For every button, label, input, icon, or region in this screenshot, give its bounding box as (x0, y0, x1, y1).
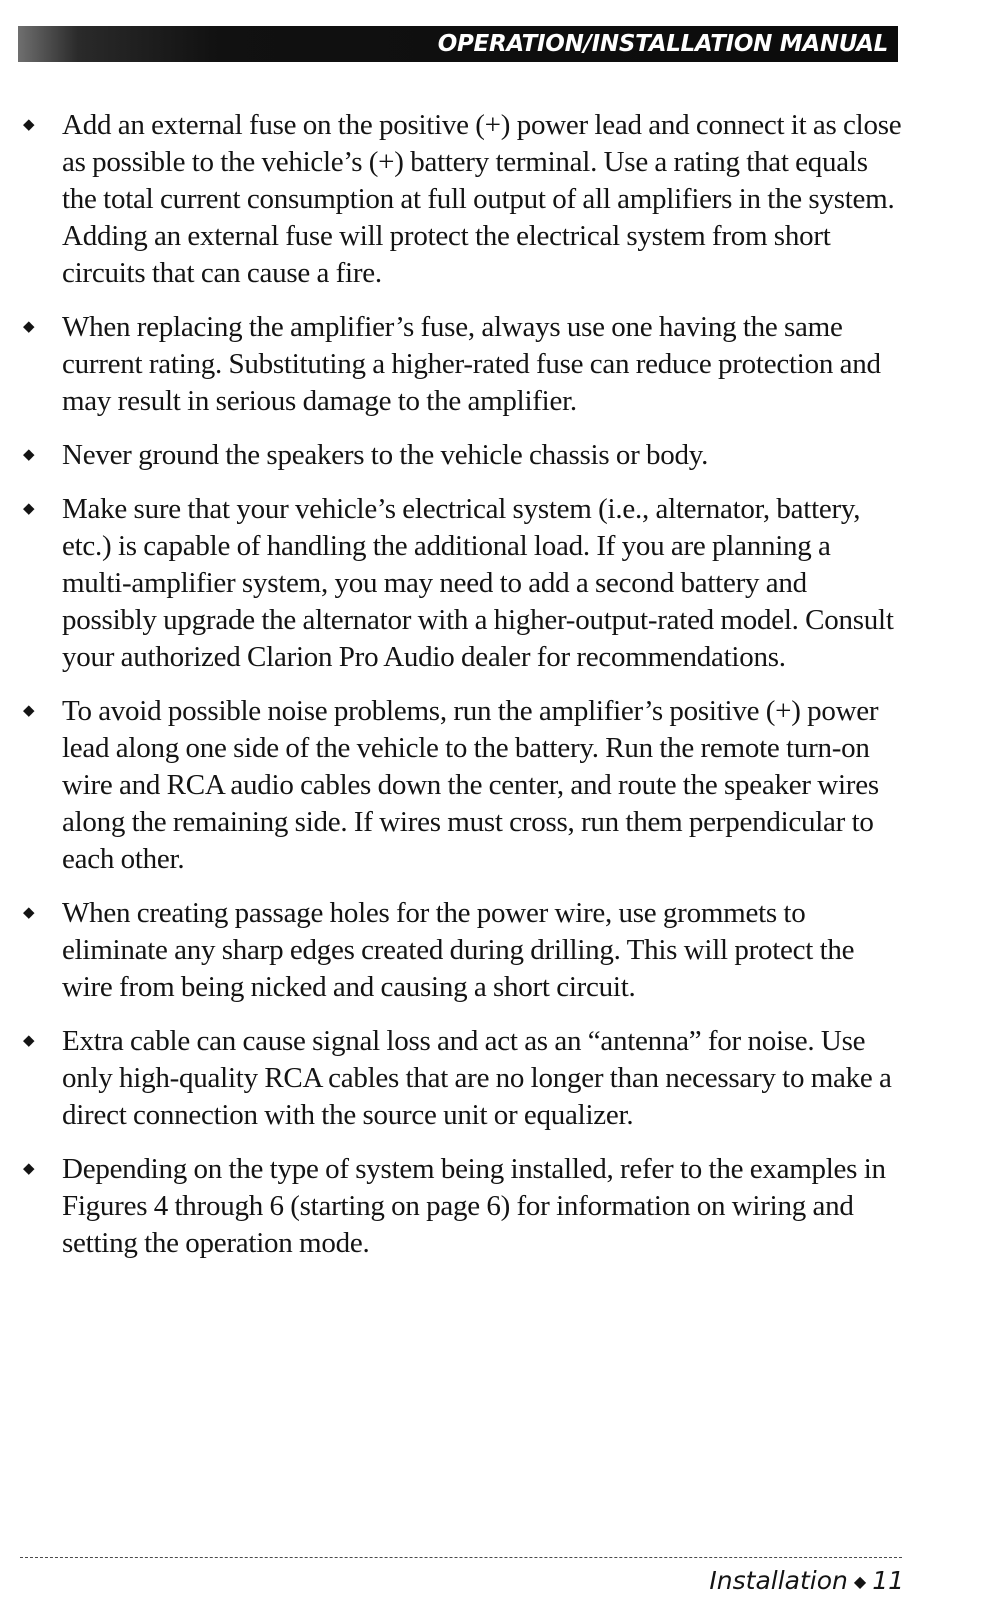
bullet-text-electrical-load: Make sure that your vehicle’s electrical system (i.e., alternator, battery, etc.) is capable of handling the additional load. If you are planning a multi-amplifier system, you may need to add a second battery and possibly upgrade the alternator with a higher-output-rated model. Consult your authorized Clarion Pro Audio dealer for recommendations. (62, 493, 894, 673)
bullet-text-external-fuse: Add an external fuse on the positive (+) power lead and connect it as close as possible to the vehicle’s (+) battery terminal. Use a rating that equals the total current consumption at full output of all amplifiers in the system. Adding an external fuse will protect the electrical system from short circuits that can cause a fire. (62, 109, 902, 289)
diamond-bullet-icon: ◆ (23, 319, 35, 335)
list-item (20, 693, 905, 878)
list-item (20, 309, 905, 420)
bullet-text-replacing-fuse: When replacing the amplifier’s fuse, always use one having the same current rating. Substituting a higher-rated fuse can reduce protection and may result in serious damage to the amplifier. (62, 311, 881, 417)
bullet-list (20, 107, 905, 1279)
bullet-text-grommets: When creating passage holes for the power wire, use grommets to eliminate any sharp edges created during drilling. This will protect the wire from being nicked and causing a short circuit. (62, 897, 855, 1003)
footer-section-name: Installation (709, 1566, 848, 1595)
list-item (20, 1151, 905, 1262)
bullet-text-figures-reference: Depending on the type of system being installed, refer to the examples in Figures 4 through 6 (starting on page 6) for information on wiring and setting the operation mode. (62, 1153, 886, 1259)
diamond-separator-icon: ◆ (853, 1572, 867, 1591)
diamond-bullet-icon: ◆ (23, 1161, 35, 1177)
diamond-bullet-icon: ◆ (23, 447, 35, 463)
diamond-bullet-icon: ◆ (23, 117, 35, 133)
bullet-text-rca-cables: Extra cable can cause signal loss and act as an “antenna” for noise. Use only high-quality RCA cables that are no longer than necessary to make a direct connection with the source unit or equalizer. (62, 1025, 892, 1131)
page-number: 11 (872, 1566, 904, 1595)
diamond-bullet-icon: ◆ (23, 501, 35, 517)
footer-divider (20, 1557, 902, 1558)
list-item (20, 1023, 905, 1134)
list-item (20, 107, 905, 292)
page-footer (709, 1566, 904, 1597)
bullet-text-noise-routing: To avoid possible noise problems, run the amplifier’s positive (+) power lead along one side of the vehicle to the battery. Run the remote turn-on wire and RCA audio cables down the center, and route the speaker wires along the remaining side. If wires must cross, run them perpendicular to each other. (62, 695, 879, 875)
manual-title: OPERATION/INSTALLATION MANUAL (437, 31, 888, 57)
list-item (20, 437, 905, 474)
diamond-bullet-icon: ◆ (23, 703, 35, 719)
diamond-bullet-icon: ◆ (23, 1033, 35, 1049)
header-bar (18, 26, 898, 62)
diamond-bullet-icon: ◆ (23, 905, 35, 921)
list-item (20, 895, 905, 1006)
bullet-text-speaker-ground: Never ground the speakers to the vehicle chassis or body. (62, 439, 709, 471)
list-item (20, 491, 905, 676)
